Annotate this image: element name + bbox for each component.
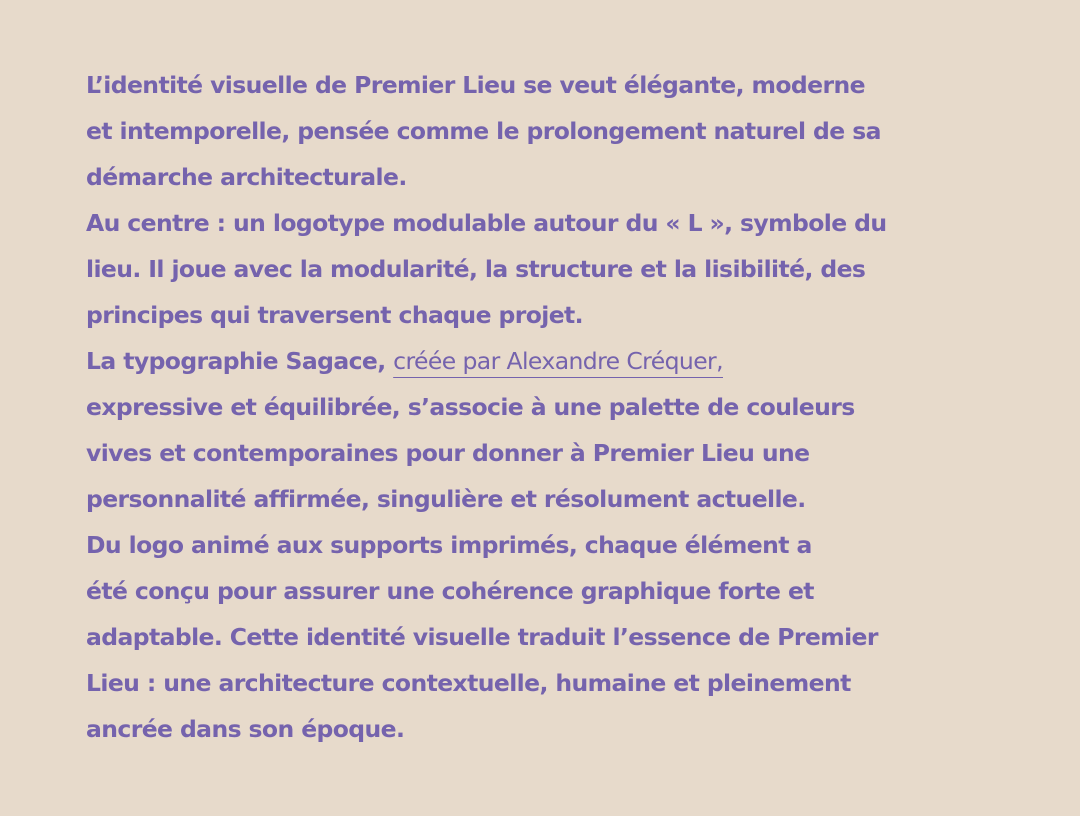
identity-description (86, 62, 986, 752)
text-line: ancrée dans son époque. (86, 715, 405, 743)
text-line: personnalité affirmée, singulière et résolument actuelle. (86, 485, 806, 513)
paragraph-conclusion (86, 522, 986, 752)
text-before-link: La typographie Sagace, (86, 347, 394, 375)
text-line-with-link (86, 338, 986, 384)
text-line: été conçu pour assurer une cohérence graphique forte et (86, 577, 814, 605)
text-line: vives et contemporaines pour donner à Premier Lieu une (86, 439, 810, 467)
text-line: expressive et équilibrée, s’associe à une palette de couleurs (86, 393, 855, 421)
text-line: lieu. Il joue avec la modularité, la structure et la lisibilité, des (86, 255, 866, 283)
text-line: Au centre : un logotype modulable autour du « L », symbole du (86, 209, 887, 237)
text-line: adaptable. Cette identité visuelle traduit l’essence de Premier (86, 623, 878, 651)
text-line: principes qui traversent chaque projet. (86, 301, 583, 329)
text-line: L’identité visuelle de Premier Lieu se veut élégante, moderne (86, 71, 865, 99)
designer-credit-link[interactable]: créée par Alexandre Créquer, (393, 347, 723, 375)
text-line: et intemporelle, pensée comme le prolongement naturel de sa (86, 117, 881, 145)
text-line: Du logo animé aux supports imprimés, chaque élément a (86, 531, 812, 559)
paragraph-logotype (86, 200, 986, 338)
paragraph-intro (86, 62, 986, 200)
paragraph-typography (86, 338, 986, 522)
text-line: démarche architecturale. (86, 163, 407, 191)
text-line: Lieu : une architecture contextuelle, humaine et pleinement (86, 669, 851, 697)
